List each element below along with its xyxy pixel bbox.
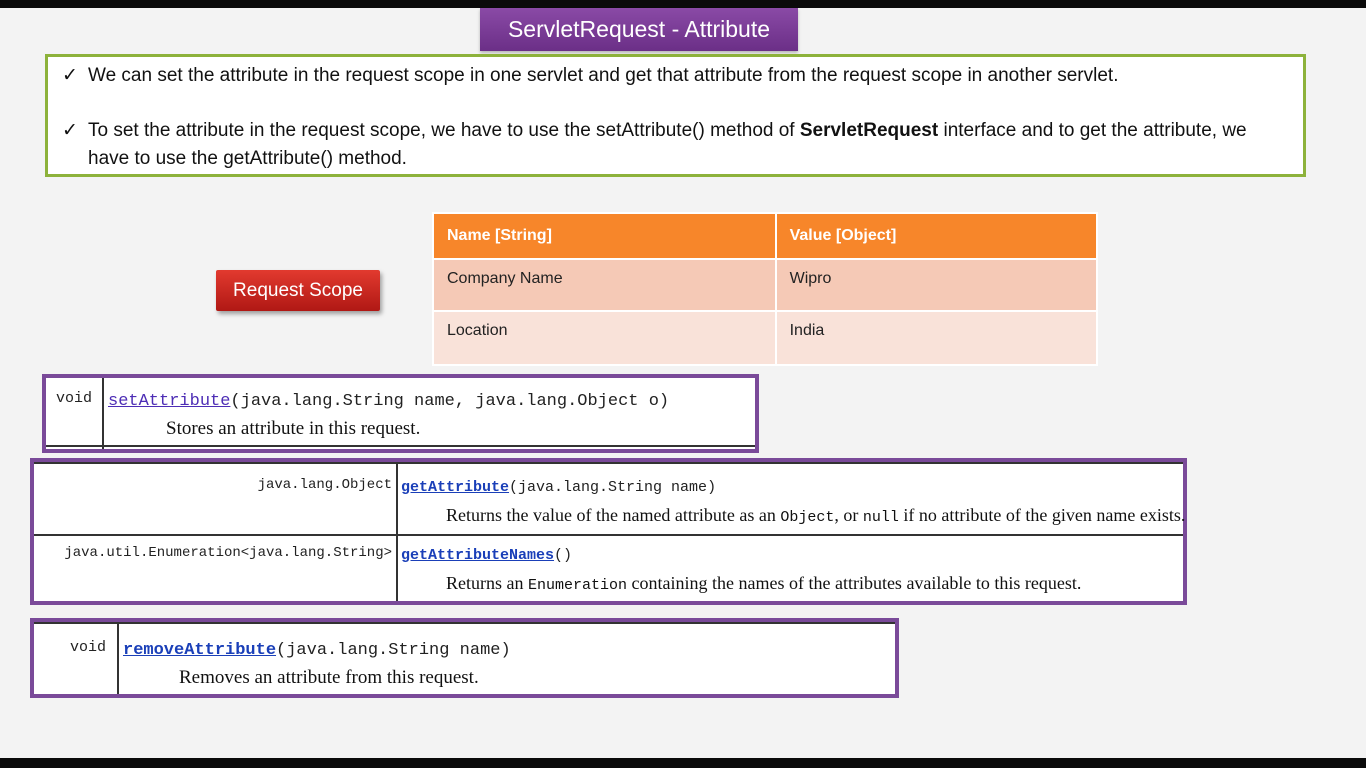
get-attribute-names-link[interactable]: getAttributeNames (401, 547, 555, 564)
method-signature: setAttribute(java.lang.String name, java.lang.Object o) (108, 392, 670, 411)
table-cell: Wipro (776, 259, 1097, 311)
method-description: Returns an Enumeration containing the names of the attributes available to this request. (446, 573, 1082, 594)
table-cell: India (776, 311, 1097, 365)
remove-attribute-link[interactable]: removeAttribute (123, 641, 277, 660)
request-scope-button[interactable]: Request Scope (216, 270, 380, 311)
bullet-text: To set the attribute in the request scope, we have to use the setAttribute() method of ServletRequest interface and to get the attribute, we have to use the getAttribute() method. (88, 120, 1247, 169)
method-description: Stores an attribute in this request. (166, 418, 421, 439)
return-type: void (70, 639, 107, 656)
method-signature: getAttribute(java.lang.String name) (401, 479, 717, 496)
table-header-value: Value [Object] (776, 213, 1097, 259)
bottom-bar (0, 758, 1366, 768)
check-icon: ✓ (62, 120, 78, 141)
method-signature: removeAttribute(java.lang.String name) (123, 641, 511, 660)
bullet-item (62, 62, 1258, 90)
method-signature: getAttributeNames() (401, 547, 573, 564)
get-attribute-doc (30, 458, 1187, 605)
table-header-name: Name [String] (433, 213, 776, 259)
info-box (45, 54, 1306, 177)
table-row (433, 259, 1097, 311)
set-attribute-link[interactable]: setAttribute (108, 392, 231, 411)
bullet-text: We can set the attribute in the request scope in one servlet and get that attribute from the request scope in another servlet. (88, 65, 1119, 86)
return-type: void (56, 390, 93, 407)
method-description: Removes an attribute from this request. (179, 667, 479, 688)
return-type: java.lang.Object (257, 477, 392, 493)
get-attribute-link[interactable]: getAttribute (401, 479, 510, 496)
remove-attribute-doc (30, 618, 899, 698)
return-type: java.util.Enumeration<java.lang.String> (64, 545, 392, 561)
table-row (433, 311, 1097, 365)
top-bar (0, 0, 1366, 8)
attribute-table (432, 212, 1098, 366)
table-cell: Company Name (433, 259, 776, 311)
table-cell: Location (433, 311, 776, 365)
check-icon: ✓ (62, 65, 78, 86)
method-description: Returns the value of the named attribute as an Object, or null if no attribute of the given name exists. (446, 505, 1186, 526)
set-attribute-doc (42, 374, 759, 453)
slide-title: ServletRequest - Attribute (480, 8, 798, 51)
bullet-item (62, 117, 1258, 173)
